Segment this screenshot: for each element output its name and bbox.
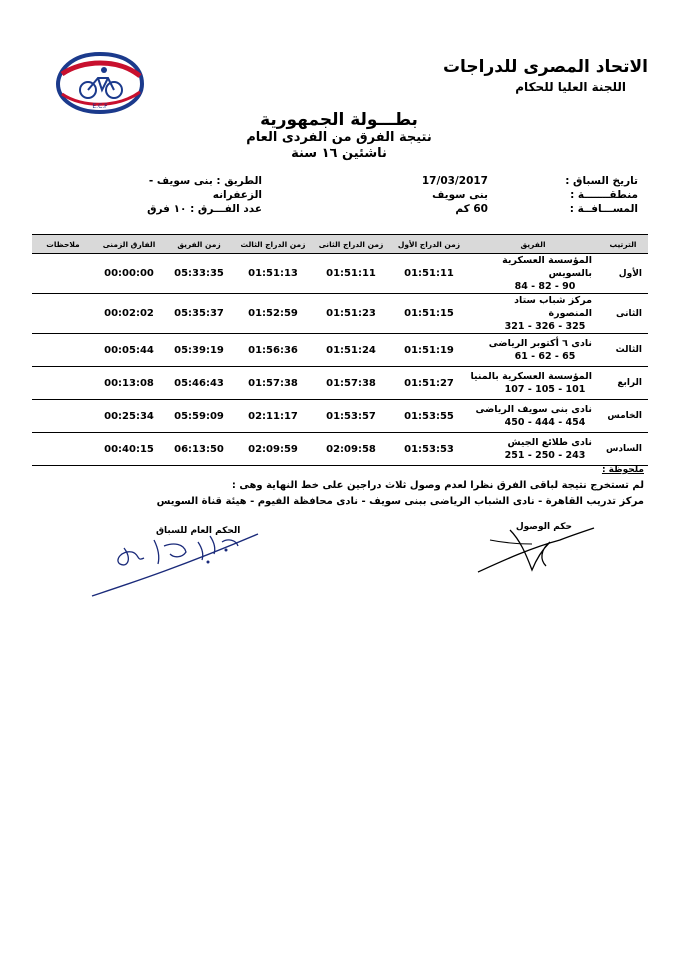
notes-cell [32,334,94,367]
rank-cell: الخامس [598,400,648,433]
rider-numbers: 454 - 444 - 450 [504,417,586,428]
table-row [32,294,648,334]
rider1-time: 01:53:53 [390,433,468,466]
rider3-time: 02:09:59 [234,433,312,466]
col-gap: الفارق الزمنى [94,235,164,254]
region-value: بنى سويف [432,189,488,201]
team-time: 05:46:43 [164,367,234,400]
table-row [32,433,648,466]
notes-cell [32,400,94,433]
team-time: 06:13:50 [164,433,234,466]
col-team: الفريق [468,235,598,254]
route-text: الطريق : بنى سويف - الزعفرانه [148,175,262,201]
notes-line-1: لم تستخرج نتيجة لباقى الفرق نظرا لعدم وصول ثلاث دراجين على خط النهاية وهى : [231,480,644,491]
team-time: 05:59:09 [164,400,234,433]
org-title: الاتحاد المصرى للدراجات [442,57,648,77]
team-name: مركز شباب ستاد المنصورة [514,295,592,319]
rider1-time: 01:51:15 [390,294,468,334]
rider1-time: 01:53:55 [390,400,468,433]
general-judge-label: الحكم العام للسباق [156,526,241,536]
team-name: نادى بنى سويف الرياضى [475,404,592,415]
notes-line-2: مركز تدريب القاهرة - نادى الشباب الرياضى ببنى سويف - نادى محافظة الفيوم - هيئة قناة السويس [156,496,644,507]
time-gap: 00:13:08 [94,367,164,400]
championship-title: بطـــولة الجمهورية [260,110,418,130]
table-row [32,367,648,400]
team-time: 05:35:37 [164,294,234,334]
team-name: نادى طلائع الجيش [507,437,592,448]
time-gap: 00:25:34 [94,400,164,433]
organization-header [443,56,648,96]
rider2-time: 01:57:38 [312,367,390,400]
results-table [32,234,648,466]
team-name: المؤسسة العسكرية بالمنيا [470,371,592,382]
time-gap: 00:00:00 [94,254,164,294]
general-judge-signature [88,528,268,600]
table-header-row [32,235,648,254]
table-row [32,254,648,294]
race-info-labels [488,174,638,216]
col-rider1: زمن الدراج الأول [390,235,468,254]
rider-numbers: 101 - 105 - 107 [504,384,586,395]
rider3-time: 01:57:38 [234,367,312,400]
rank-cell: الثانى [598,294,648,334]
document-titles [0,110,678,162]
col-notes: ملاحظات [32,235,94,254]
col-team-time: زمن الفريق [164,235,234,254]
logo-text: E.C.F [92,103,108,110]
notes-section [34,462,644,510]
rider2-time: 01:53:57 [312,400,390,433]
team-cell [468,433,598,466]
rank-cell: الرابع [598,367,648,400]
team-cell [468,254,598,294]
rider-numbers: 243 - 250 - 251 [504,450,586,461]
distance-value: 60 كم [455,203,488,215]
team-name: المؤسسة العسكرية بالسويس [502,255,592,279]
rider2-time: 02:09:58 [312,433,390,466]
time-gap: 00:05:44 [94,334,164,367]
team-time: 05:33:35 [164,254,234,294]
team-cell [468,294,598,334]
col-rider2: زمن الدراج الثانى [312,235,390,254]
rider3-time: 02:11:17 [234,400,312,433]
org-subtitle: اللجنة العليا للحكام [515,80,626,94]
team-cell [468,334,598,367]
notes-cell [32,367,94,400]
rider3-time: 01:56:36 [234,334,312,367]
team-cell [468,367,598,400]
arrival-judge-label: حكم الوصول [515,522,572,532]
time-gap: 00:02:02 [94,294,164,334]
result-title: نتيجة الفرق من الفردى العام [246,130,432,145]
rider3-time: 01:52:59 [234,294,312,334]
col-rider3: زمن الدراج الثالث [234,235,312,254]
col-rank: الترتيب [598,235,648,254]
region-label: منطقـــــــة : [570,189,638,201]
rider-numbers: 90 - 82 - 84 [514,281,576,292]
arrival-judge-signature [470,520,610,580]
federation-logo [52,50,148,116]
rider2-time: 01:51:24 [312,334,390,367]
notes-cell [32,433,94,466]
rank-cell: الأول [598,254,648,294]
category-title: ناشئين ١٦ سنة [291,146,387,161]
teams-count: عدد الفـــرق : ١٠ فرق [147,203,262,215]
team-name: نادى ٦ أكتوبر الرياضى [488,338,592,349]
team-time: 05:39:19 [164,334,234,367]
table-row [32,334,648,367]
rider3-time: 01:51:13 [234,254,312,294]
notes-heading: ملحوظة : [601,465,644,475]
notes-cell [32,294,94,334]
rider-numbers: 65 - 62 - 61 [514,351,576,362]
date-label: تاريخ السباق : [565,175,638,187]
rider1-time: 01:51:19 [390,334,468,367]
rank-cell: السادس [598,433,648,466]
table-row [32,400,648,433]
rider2-time: 01:51:11 [312,254,390,294]
race-info-values [338,174,488,216]
route-info [102,174,262,216]
team-cell [468,400,598,433]
time-gap: 00:40:15 [94,433,164,466]
rank-cell: الثالث [598,334,648,367]
rider-numbers: 325 - 326 - 321 [504,321,586,332]
date-value: 17/03/2017 [421,175,488,187]
notes-cell [32,254,94,294]
rider1-time: 01:51:11 [390,254,468,294]
rider2-time: 01:51:23 [312,294,390,334]
distance-label: المســـافــة : [569,203,638,215]
rider1-time: 01:51:27 [390,367,468,400]
